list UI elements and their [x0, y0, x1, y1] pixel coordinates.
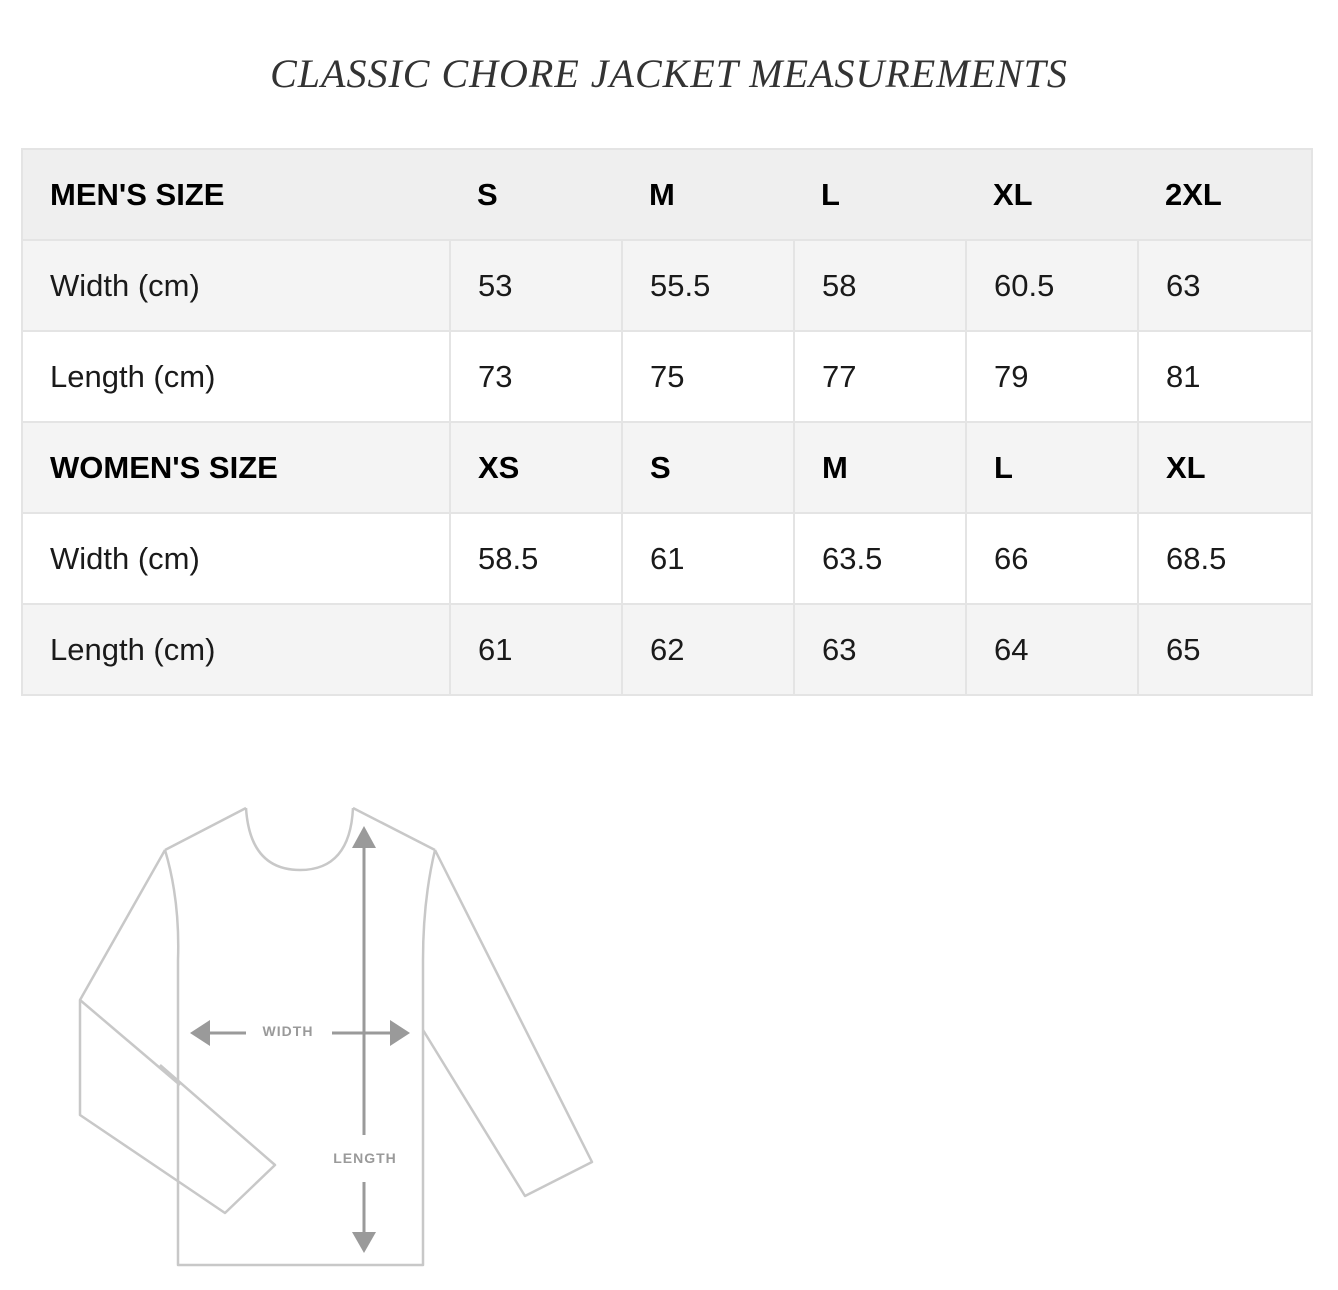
size-chart-table — [21, 148, 1313, 696]
table-cell: 65 — [1138, 604, 1312, 695]
table-cell: 79 — [966, 331, 1138, 422]
table-cell: MEN'S SIZE — [22, 149, 450, 240]
table-cell: S — [622, 422, 794, 513]
womens-width-row — [22, 513, 1312, 604]
table-cell: S — [450, 149, 622, 240]
table-cell: 62 — [622, 604, 794, 695]
table-cell: 61 — [622, 513, 794, 604]
table-cell: 68.5 — [1138, 513, 1312, 604]
table-cell: 58 — [794, 240, 966, 331]
table-cell: M — [794, 422, 966, 513]
table-cell: 2XL — [1138, 149, 1312, 240]
table-cell: M — [622, 149, 794, 240]
table-cell: L — [794, 149, 966, 240]
table-cell: Width (cm) — [22, 513, 450, 604]
table-cell: Length (cm) — [22, 604, 450, 695]
page-title: CLASSIC CHORE JACKET MEASUREMENTS — [270, 51, 1068, 96]
table-cell: L — [966, 422, 1138, 513]
table-cell: 64 — [966, 604, 1138, 695]
table-cell: 73 — [450, 331, 622, 422]
table-cell: 61 — [450, 604, 622, 695]
jacket-measurement-diagram — [60, 790, 620, 1280]
width-label: WIDTH — [262, 1023, 314, 1039]
table-cell: 66 — [966, 513, 1138, 604]
table-cell: 58.5 — [450, 513, 622, 604]
table-cell: XL — [1138, 422, 1312, 513]
womens-size-header-row — [22, 422, 1312, 513]
mens-size-header-row — [22, 149, 1312, 240]
womens-length-row — [22, 604, 1312, 695]
length-arrow — [352, 826, 376, 1253]
table-cell: WOMEN'S SIZE — [22, 422, 450, 513]
table-cell: Width (cm) — [22, 240, 450, 331]
mens-length-row — [22, 331, 1312, 422]
table-cell: 55.5 — [622, 240, 794, 331]
table-cell: 53 — [450, 240, 622, 331]
table-cell: 63.5 — [794, 513, 966, 604]
table-cell: 60.5 — [966, 240, 1138, 331]
table-cell: XS — [450, 422, 622, 513]
table-cell: 63 — [1138, 240, 1312, 331]
table-cell: XL — [966, 149, 1138, 240]
table-cell: 75 — [622, 331, 794, 422]
table-cell: 63 — [794, 604, 966, 695]
mens-width-row — [22, 240, 1312, 331]
jacket-outline — [80, 808, 592, 1265]
table-cell: 81 — [1138, 331, 1312, 422]
table-cell: Length (cm) — [22, 331, 450, 422]
table-cell: 77 — [794, 331, 966, 422]
length-label: LENGTH — [333, 1150, 397, 1166]
